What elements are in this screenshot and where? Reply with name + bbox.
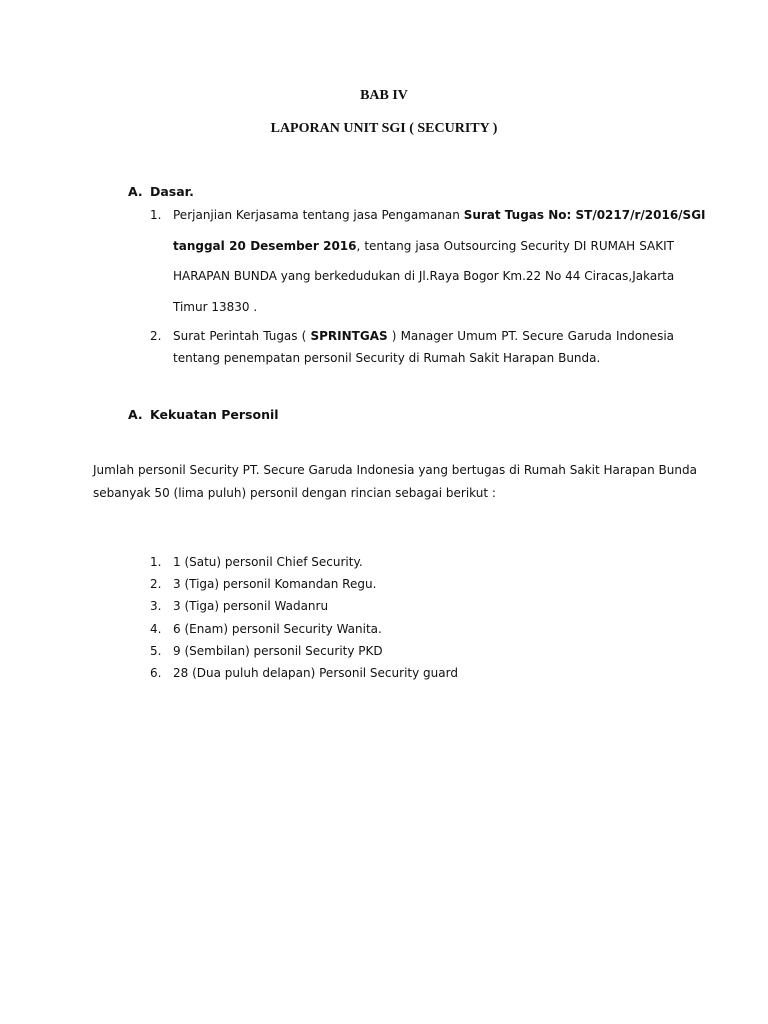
item-text: Timur 13830 . xyxy=(173,300,258,314)
section-label: A. xyxy=(128,184,143,199)
chapter-title: BAB IV xyxy=(360,88,408,103)
item-number: 3. xyxy=(150,599,162,613)
report-title: LAPORAN UNIT SGI ( SECURITY ) xyxy=(270,121,498,136)
item-number: 1. xyxy=(150,555,162,569)
item-text: Perjanjian Kerjasama tentang jasa Pengamanan xyxy=(173,208,464,222)
item-line xyxy=(173,329,674,351)
section-label: A. xyxy=(128,407,143,422)
item-text: HARAPAN BUNDA yang berkedudukan di Jl.Raya Bogor Km.22 No 44 Ciracas,Jakarta xyxy=(173,269,675,283)
list-item xyxy=(150,577,650,591)
section-title: Kekuatan Personil xyxy=(150,407,279,422)
list-item xyxy=(150,666,650,680)
list-item xyxy=(150,622,650,636)
item-number: 6. xyxy=(150,666,162,680)
item-body xyxy=(173,329,674,365)
item-text: 3 (Tiga) personil Wadanru xyxy=(173,599,329,613)
item-text-bold: Surat Tugas No: ST/0217/r/2016/SGI xyxy=(463,208,706,222)
item-number: 2. xyxy=(150,329,162,343)
paragraph-line: Jumlah personil Security PT. Secure Garuda Indonesia yang bertugas di Rumah Sakit Harapan Bunda xyxy=(93,463,697,477)
item-text: , tentang jasa Outsourcing Security DI RUMAH SAKIT xyxy=(356,239,674,253)
item-text: 9 (Sembilan) personil Security PKD xyxy=(173,644,383,658)
paragraph-line: sebanyak 50 (lima puluh) personil dengan rincian sebagai berikut : xyxy=(93,486,496,500)
item-line xyxy=(173,300,674,314)
item-text: Surat Perintah Tugas ( xyxy=(173,329,311,343)
item-text: 3 (Tiga) personil Komandan Regu. xyxy=(173,577,377,591)
list-item xyxy=(150,644,650,658)
item-line xyxy=(173,269,674,300)
item-line xyxy=(173,351,674,365)
item-number: 2. xyxy=(150,577,162,591)
section-kekuatan-heading xyxy=(128,407,279,422)
list-item xyxy=(150,555,650,569)
item-line xyxy=(173,239,674,269)
section-dasar-heading xyxy=(128,184,194,199)
item-text-bold: tanggal 20 Desember 2016 xyxy=(173,239,357,253)
item-body xyxy=(173,208,706,314)
item-text: 28 (Dua puluh delapan) Personil Security guard xyxy=(173,666,458,680)
section-title: Dasar. xyxy=(150,184,194,199)
item-number: 1. xyxy=(150,208,162,222)
item-line xyxy=(173,208,706,239)
item-text: ) Manager Umum PT. Secure Garuda Indonesia xyxy=(387,329,675,343)
item-text-bold: SPRINTGAS xyxy=(310,329,388,343)
item-text: tentang penempatan personil Security di Rumah Sakit Harapan Bunda. xyxy=(173,351,601,365)
list-item xyxy=(150,599,650,613)
item-text: 6 (Enam) personil Security Wanita. xyxy=(173,622,382,636)
paragraph xyxy=(93,463,697,500)
item-text: 1 (Satu) personil Chief Security. xyxy=(173,555,363,569)
item-number: 5. xyxy=(150,644,162,658)
item-number: 4. xyxy=(150,622,162,636)
